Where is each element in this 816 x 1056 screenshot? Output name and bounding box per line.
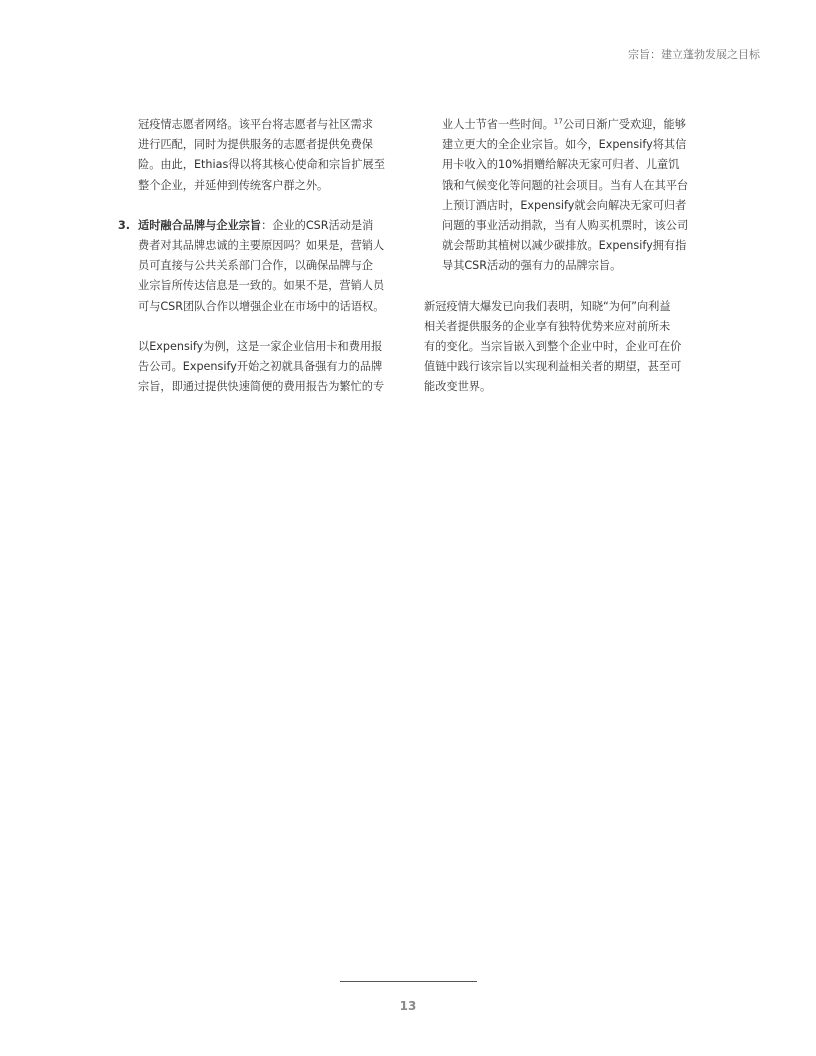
- text-line: [138, 216, 400, 236]
- text-line: 进行匹配，同时为提供服务的志愿者提供免费保: [138, 138, 373, 152]
- text-line: 告公司。Expensify开始之初就具备强有力的品牌: [138, 360, 383, 374]
- list-number: 3.: [118, 218, 131, 232]
- text-line: 冠疫情志愿者网络。该平台将志愿者与社区需求: [138, 118, 373, 131]
- text-line: 整个企业，并延伸到传统客户群之外。: [138, 178, 329, 192]
- right-column: [424, 115, 694, 398]
- text-line: 费者对其品牌忠诚的主要原因吗？如果是，营销人: [138, 239, 385, 253]
- text-line: [442, 115, 694, 135]
- text-span: 业人士节省一些时间。: [442, 118, 554, 131]
- list-item-3: [120, 216, 400, 317]
- text-line: 建立更大的全企业宗旨。如今，Expensify将其信: [442, 138, 687, 152]
- text-line: 问题的事业活动捐款，当有人购买机票时，该公司: [442, 219, 689, 233]
- text-line: 用卡收入的10%捐赠给解决无家可归者、儿童饥: [442, 158, 680, 172]
- page-number: 13: [399, 999, 417, 1013]
- text-line: 上预订酒店时，Expensify就会向解决无家可归者: [442, 198, 687, 212]
- paragraph-expensify-continued: [424, 115, 694, 277]
- footer-divider: [340, 981, 477, 982]
- footnote-ref[interactable]: 17: [553, 117, 563, 126]
- text-line: 业宗旨所传达信息是一致的。如果不是，营销人员: [138, 279, 385, 293]
- text-line: 值链中践行该宗旨以实现利益相关者的期望，甚至可: [424, 360, 682, 374]
- paragraph-expensify: [120, 337, 400, 398]
- list-item-title: 适时融合品牌与企业宗旨: [138, 218, 262, 232]
- running-header: 宗旨：建立蓬勃发展之目标: [628, 48, 760, 61]
- text-line: 饿和气候变化等问题的社会项目。当有人在其平台: [442, 178, 689, 192]
- text-line: 相关者提供服务的企业享有独特优势来应对前所未: [424, 319, 671, 333]
- list-item-text: ：企业的CSR活动是消: [261, 218, 374, 232]
- paragraph-covid: [424, 297, 694, 398]
- text-line: 宗旨，即通过提供快速简便的费用报告为繁忙的专: [138, 380, 385, 394]
- text-line: 导其CSR活动的强有力的品牌宗旨。: [442, 259, 622, 273]
- text-span: 公司日渐广受欢迎，能够: [562, 118, 686, 131]
- text-line: 有的变化。当宗旨嵌入到整个企业中时，企业可在价: [424, 340, 682, 354]
- text-line: 能改变世界。: [424, 380, 492, 394]
- text-line: 以Expensify为例，这是一家企业信用卡和费用报: [138, 339, 383, 353]
- text-line: 险。由此，Ethias得以将其核心使命和宗旨扩展至: [138, 158, 385, 172]
- paragraph-ethias: [120, 115, 400, 196]
- text-line: 新冠疫情大爆发已向我们表明，知晓“为何”向利益: [424, 299, 671, 313]
- left-column: [120, 115, 400, 397]
- text-line: 就会帮助其植树以减少碳排放。Expensify拥有指: [442, 239, 687, 253]
- text-line: 员可直接与公共关系部门合作，以确保品牌与企: [138, 259, 373, 273]
- text-line: 可与CSR团队合作以增强企业在市场中的话语权。: [138, 299, 385, 313]
